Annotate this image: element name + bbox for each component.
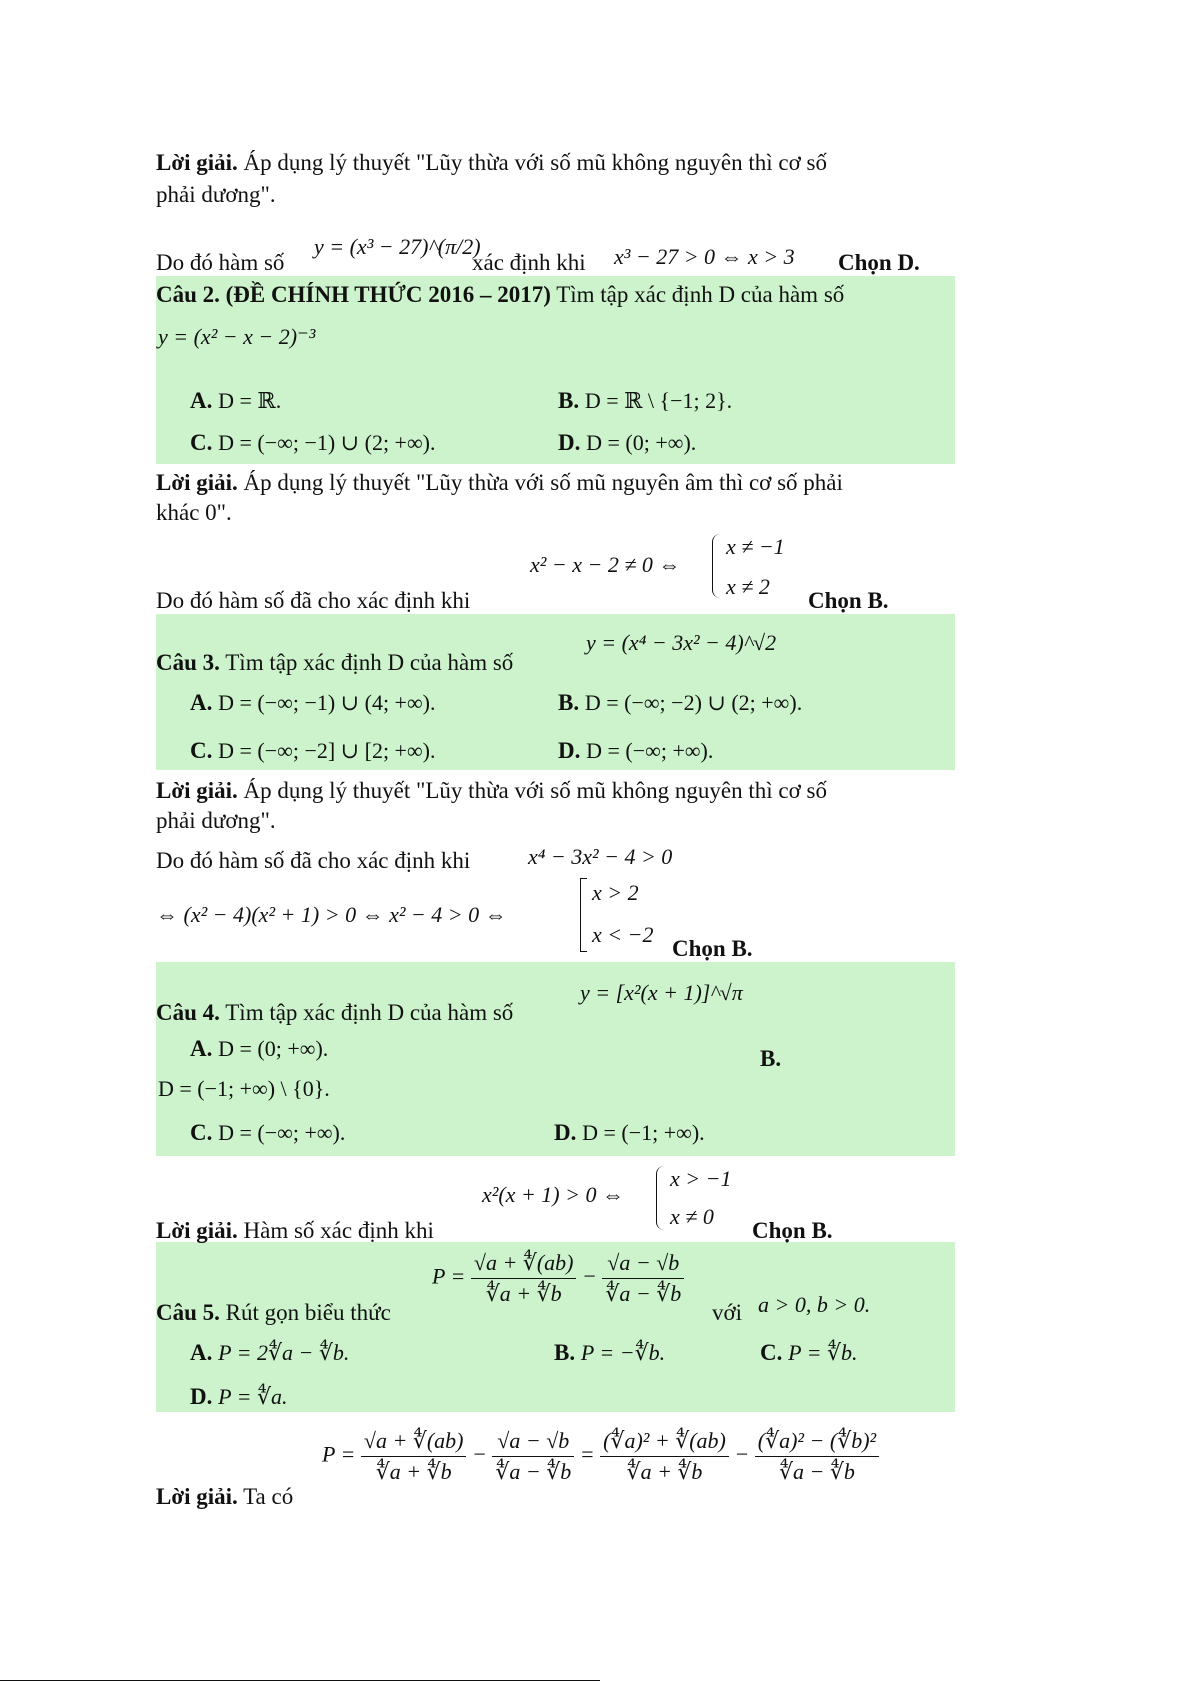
q4-function: y = [x²(x + 1)]^√π	[580, 980, 743, 1005]
q5-with: với	[712, 1300, 743, 1325]
q4-option-b-value[interactable]: D = (−1; +∞) \ {0}.	[158, 1076, 330, 1101]
q5-condition: a > 0, b > 0.	[758, 1292, 871, 1317]
sol4-system-row1: x > −1	[670, 1166, 732, 1191]
sol2-line1: Lời giải. Áp dụng lý thuyết "Lũy thừa với số mũ nguyên âm thì cơ số phải	[156, 470, 843, 495]
sol4-system-brace	[656, 1166, 667, 1230]
sol3-system-bracket	[580, 878, 587, 952]
q2-option-b[interactable]: B. D = ℝ \ {−1; 2}.	[558, 388, 733, 413]
q2-option-d[interactable]: D. D = (0; +∞).	[558, 430, 697, 455]
q2-option-a[interactable]: A. D = ℝ.	[190, 388, 282, 413]
sol3-choose: Chọn B.	[672, 936, 753, 961]
sol3-line3: Do đó hàm số đã cho xác định khi	[156, 848, 471, 873]
sol2-choose: Chọn B.	[808, 588, 889, 613]
sol1-line3-mid: xác định khi	[472, 250, 586, 275]
sol1-function: y = (x³ − 27)^(π/2)	[314, 234, 481, 259]
q2-function: y = (x² − x − 2)⁻³	[158, 324, 316, 349]
q5-option-b[interactable]: B. P = −∜b.	[554, 1340, 666, 1365]
q5-expression: P = $\frac{√a + ∜(ab)}{∜a + ∜b}$ − $\frac{√a - √b}{∜a - ∜b}$	[432, 1250, 684, 1307]
sol2-line3: Do đó hàm số đã cho xác định khi	[156, 588, 471, 613]
q5-option-a[interactable]: A. P = 2∜a − ∜b.	[190, 1340, 350, 1365]
sol4-system-row2: x ≠ 0	[670, 1204, 714, 1229]
q5-option-c[interactable]: C. P = ∜b.	[760, 1340, 858, 1365]
q2-option-c[interactable]: C. D = (−∞; −1) ∪ (2; +∞).	[190, 430, 436, 455]
sol2-condition: x² − x − 2 ≠ 0 ⇔	[530, 552, 681, 577]
sol1-choose: Chọn D.	[838, 250, 920, 275]
sol3-line1: Lời giải. Áp dụng lý thuyết "Lũy thừa với số mũ không nguyên thì cơ số	[156, 778, 827, 803]
q3-function: y = (x⁴ − 3x² − 4)^√2	[586, 630, 777, 655]
q5-option-d[interactable]: D. P = ∜a.	[190, 1384, 288, 1409]
sol2-system-row1: x ≠ −1	[726, 534, 785, 559]
sol1-line2: phải dương".	[156, 182, 276, 207]
sol5-line: Lời giải. Ta có	[156, 1484, 294, 1509]
sol4-line: Lời giải. Hàm số xác định khi	[156, 1218, 434, 1243]
sol1-line3-pre: Do đó hàm số	[156, 250, 285, 275]
sol4-condition: x²(x + 1) > 0 ⇔	[482, 1182, 624, 1207]
sol1-condition: x³ − 27 > 0 ⇔ x > 3	[614, 244, 795, 269]
q3-option-d[interactable]: D. D = (−∞; +∞).	[558, 738, 714, 763]
q2-head: Câu 2. (ĐỀ CHÍNH THỨC 2016 – 2017)	[156, 282, 551, 307]
footer-divider	[0, 1680, 600, 1681]
sol2-system-brace	[712, 534, 723, 598]
q4-option-d[interactable]: D. D = (−1; +∞).	[554, 1120, 705, 1145]
q3-option-c[interactable]: C. D = (−∞; −2] ∪ [2; +∞).	[190, 738, 436, 763]
sol2-line2: khác 0".	[156, 500, 232, 525]
q3-line1: Câu 3. Tìm tập xác định D của hàm số	[156, 650, 514, 675]
q3-option-b[interactable]: B. D = (−∞; −2) ∪ (2; +∞).	[558, 690, 803, 715]
sol2-system-row2: x ≠ 2	[726, 574, 770, 599]
sol3-system-row1: x > 2	[592, 880, 639, 905]
sol1-line1: Lời giải. Áp dụng lý thuyết "Lũy thừa với số mũ không nguyên thì cơ số	[156, 150, 827, 175]
sol5-expression: P = $\frac{√a + ∜(ab)}{∜a + ∜b}$ − $\frac{√a - √b}{∜a - ∜b}$ = $\frac{\text{(∜a)² + ∜(ab)}}{∜a + ∜b}$ − $\frac{\text{(∜a)² − (∜b)²}}{∜a - ∜b}$	[322, 1428, 879, 1485]
q4-option-c[interactable]: C. D = (−∞; +∞).	[190, 1120, 346, 1145]
q2-line1: Câu 2. (ĐỀ CHÍNH THỨC 2016 – 2017) Tìm tập xác định D của hàm số	[156, 282, 845, 307]
q5-line1: Câu 5. Rút gọn biểu thức	[156, 1300, 391, 1325]
sol3-chain: ⇔ (x² − 4)(x² + 1) > 0 ⇔ x² − 4 > 0 ⇔	[156, 902, 507, 927]
sol3-condition: x⁴ − 3x² − 4 > 0	[528, 844, 673, 869]
sol4-choose: Chọn B.	[752, 1218, 833, 1243]
q4-line1: Câu 4. Tìm tập xác định D của hàm số	[156, 1000, 514, 1025]
q4-option-b-label[interactable]: B.	[760, 1046, 782, 1071]
sol1-head: Lời giải.	[156, 150, 238, 175]
sol3-line2: phải dương".	[156, 808, 276, 833]
sol3-system-row2: x < −2	[592, 922, 654, 947]
q4-option-a[interactable]: A. D = (0; +∞).	[190, 1036, 329, 1061]
q3-option-a[interactable]: A. D = (−∞; −1) ∪ (4; +∞).	[190, 690, 436, 715]
